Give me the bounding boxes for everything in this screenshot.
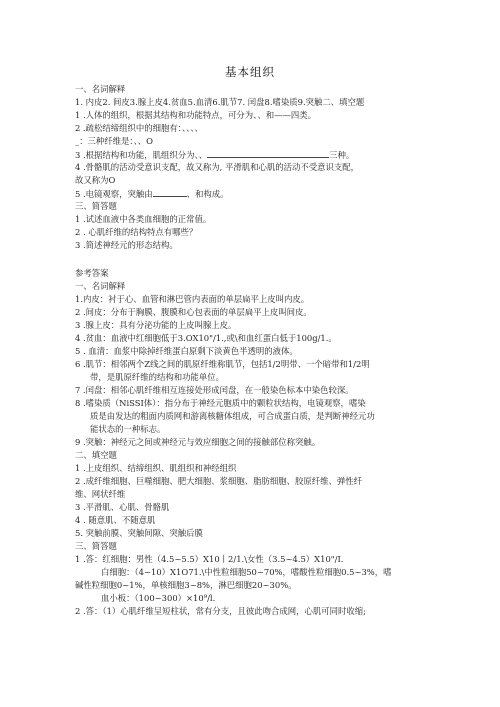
- section-heading: 一、名词解释: [75, 84, 126, 94]
- text-fragment: 5 .电镜观察，突触由: [75, 189, 153, 199]
- text-line: 2 . 心肌纤维的结构特点有哪些？: [75, 227, 198, 237]
- text-line: 2 .答：（1）心肌纤维呈短柱状，常有分支，且彼此吻合成网，心肌可同时收缩;: [75, 606, 366, 616]
- answer-heading: 参考答案: [75, 268, 109, 278]
- text-line: 7 .闰盘：相邻心肌纤维相互连接处形成闰盘，在一般染色标本中染色较深。: [75, 385, 354, 395]
- text-line: 1 .试述血液中各类血细胞的正常值。: [75, 214, 212, 224]
- text-line: 1.内皮：衬于心、血管和淋巴管内表面的单层扁平上皮叫内皮。: [75, 294, 310, 304]
- text-line: 4 .贫血：血液中红细胞低于3.OX10"/1.,或\和血红蛋白低于100g/1.。: [75, 333, 337, 343]
- text-line: 1 .答：红细胞：男性（4.5~5.5）X10丨2/1.\女性（3.5~4.5）X10"/I.: [75, 554, 344, 564]
- text-line: 9 .突触：神经元之间或神经元与效应细胞之间的接触部位称突触。: [75, 437, 321, 447]
- text-line: 1 .人体的组织，根据其结构和功能特点，可分为、、和——四类。: [75, 110, 316, 120]
- text-line: _：三种纤维是：、、O: [75, 136, 154, 146]
- section-heading: 三、简答题: [75, 541, 117, 551]
- section-heading: 三、简答题: [75, 201, 117, 211]
- text-line: 5 . 血清：血浆中除掉纤维蛋白原剩下淡黄色半透明的液体。: [75, 346, 298, 356]
- text-line: 能状态的一种标志。: [90, 424, 166, 434]
- text-line: 4 .骨骼肌的活动受意识支配，故又称为, 平滑肌和心肌的活动不受意识支配，: [75, 162, 359, 172]
- text-line: 1. 内皮2. 间皮3.腺上皮4.贫血5.血清6.肌节7. 闰盘8.嗜染质9.突触二、填空题: [75, 97, 365, 107]
- text-line: 2 .成纤维细胞、巨噬细胞、肥大细胞、浆细胞、脂肪细胞、胶原纤维、弹性纤: [75, 476, 363, 486]
- text-line: 故又称为O: [75, 175, 116, 185]
- text-line: 质是由发达的粗面内质网和游离核糖体组成，可合成蛋白质，是判断神经元功: [90, 411, 375, 421]
- text-line: 维、网状纤维: [75, 489, 126, 499]
- text-line: 3 .腺上皮：具有分泌功能的上皮叫腺上皮。: [75, 320, 237, 330]
- text-line: 碱性粒细胞0~1%，单核细胞3~8%，淋巴细胞20~30%。: [75, 580, 297, 590]
- section-heading: 二、填空题: [75, 450, 117, 460]
- fill-blank: [153, 188, 187, 197]
- text-line: 白细胞：（4~10）X1O71.\中性粒细胞50~70%，嗜酸性粒细胞0.5~3%，嗜: [101, 567, 392, 577]
- text-line: 6 .肌节：相邻两个Z线之间的肌原纤维称肌节，包括1/2明带、一个暗带和1/2明: [75, 359, 370, 369]
- text-line: 2 .疏松结缔组织中的细胞有：、、、、: [75, 123, 203, 133]
- fill-blank: [207, 149, 329, 158]
- text-line: 带，是肌原纤维的结构和功能单位。: [90, 372, 224, 382]
- text-line: 8 .嗜染质（NiSSI体）：指分布于神经元胞质中的颗粒状结构，电镜观察，嗜染: [75, 398, 366, 408]
- text-line: 1 .上皮组织、结缔组织、肌组织和神经组织: [75, 463, 237, 473]
- text-line: 2 .间皮：分布于胸膜、腹膜和心包表面的单层扁平上皮叫间皮。: [75, 307, 312, 317]
- text-line: 5. 突触前膜、突触间隙、突触后膜: [75, 528, 203, 538]
- text-fragment: 、和构成。: [186, 189, 229, 199]
- text-line: 4 . 随意肌、不随意肌: [75, 515, 156, 525]
- text-fragment: 3 .根据结构和功能，肌组织分为、、: [75, 150, 208, 160]
- text-fragment: 三种。: [329, 150, 355, 160]
- text-line: 3 .平滑肌、心肌、骨骼肌: [75, 502, 170, 512]
- text-line: 3 .简述神经元的形态结构。: [75, 240, 178, 250]
- text-line: 血小板：（100~300）×10⁹/l.: [101, 593, 216, 603]
- page-title: 基本组织: [225, 65, 275, 79]
- text-line: [75, 149, 354, 161]
- text-line: [75, 188, 229, 200]
- section-heading: 一、名词解释: [75, 281, 126, 291]
